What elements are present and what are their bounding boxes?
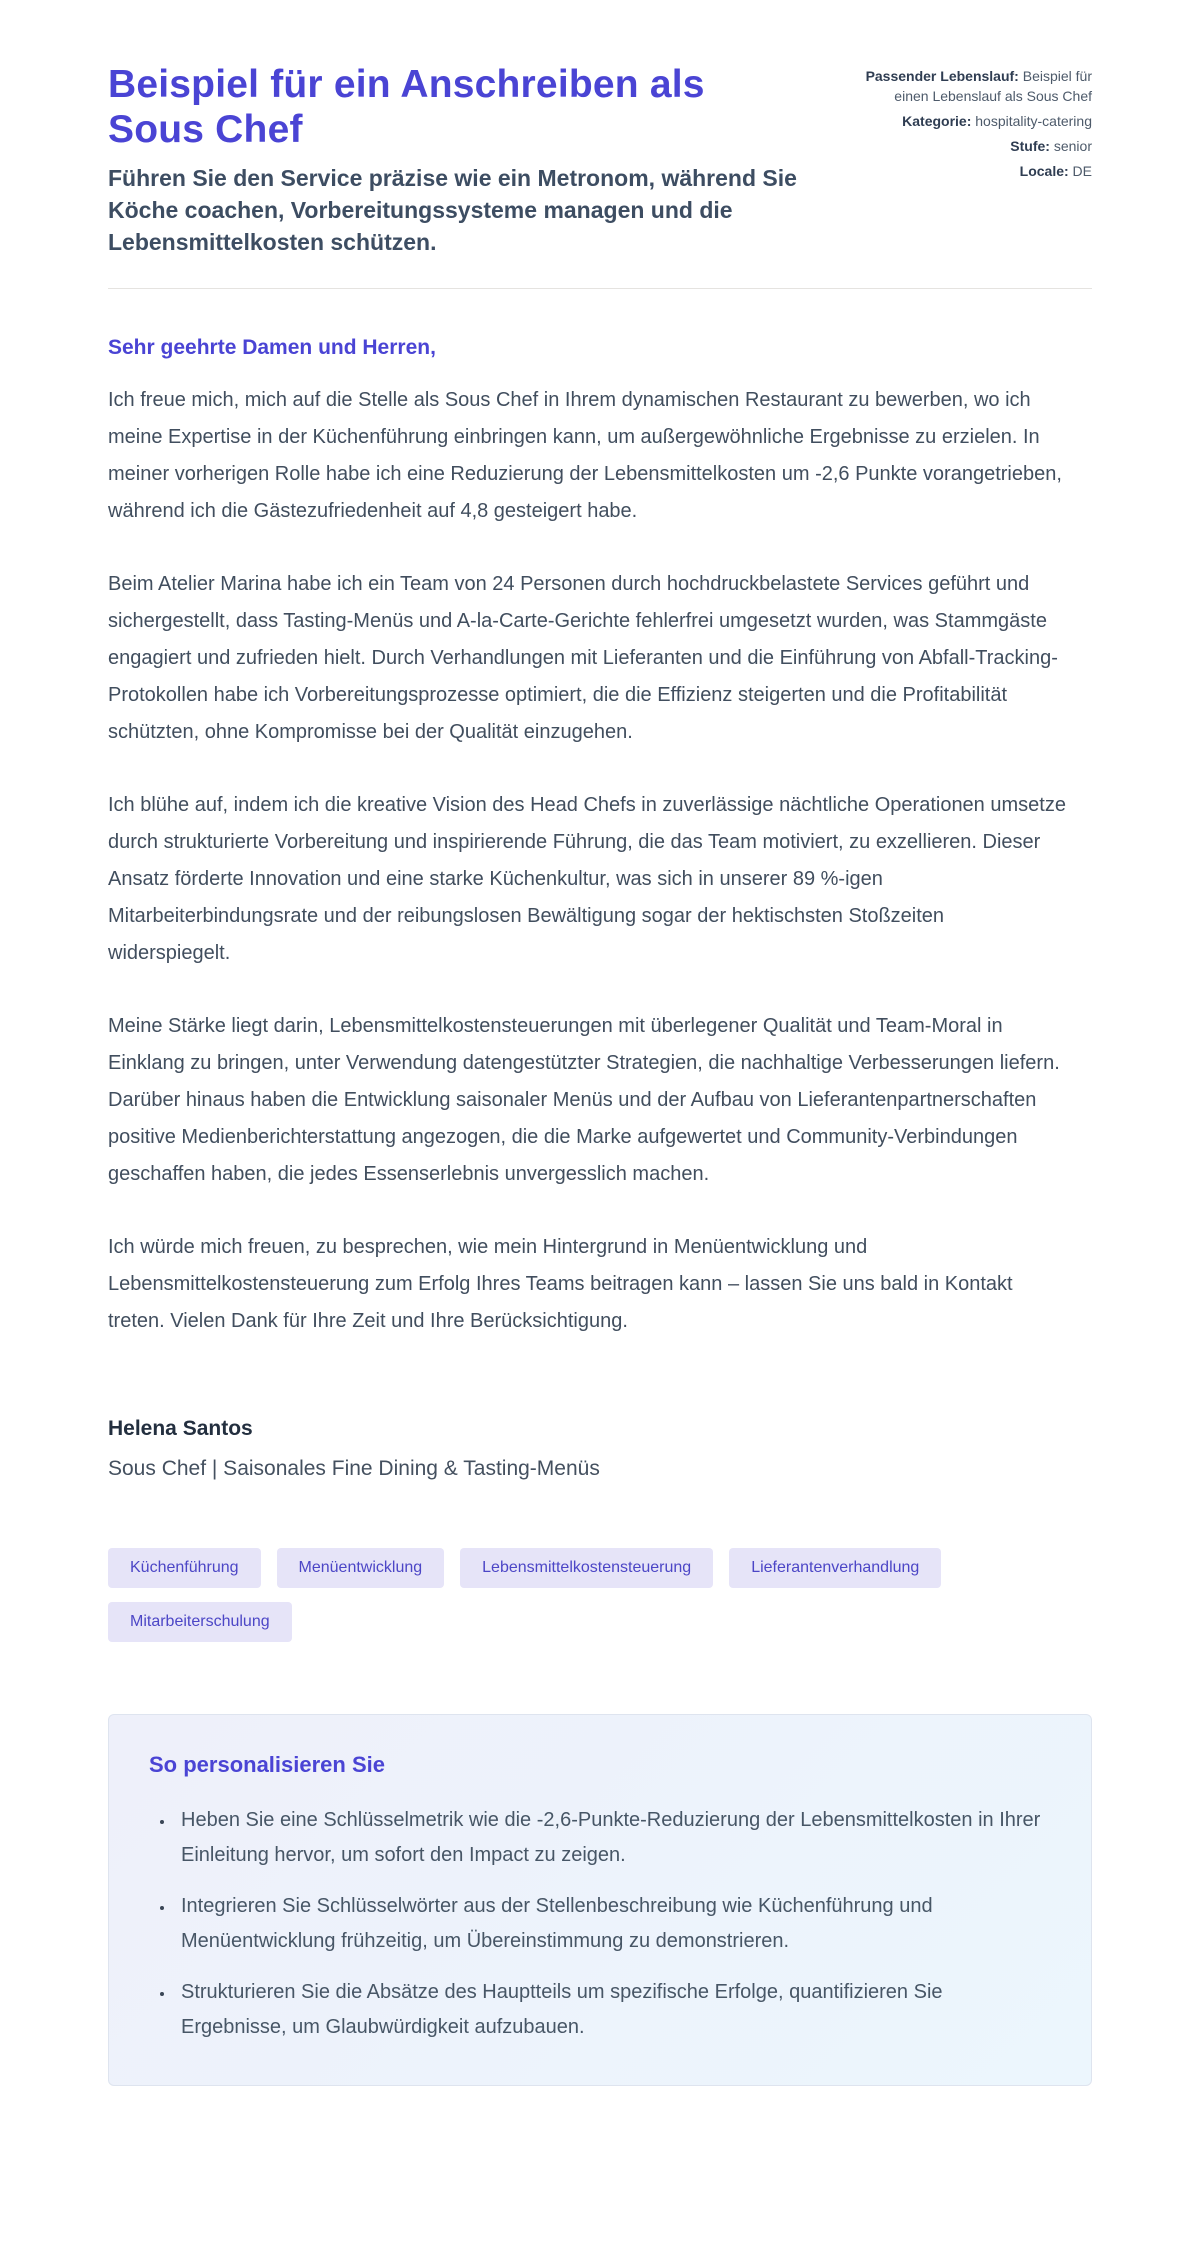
letter-paragraph: Beim Atelier Marina habe ich ein Team von 24 Personen durch hochdruckbelastete Services geführt und sichergestellt, dass Tasting-Menüs und A-la-Carte-Gerichte fehlerfrei umgesetzt wurden, was Stammgäste engagiert und zufrieden hielt. Durch Verhandlungen mit Lieferanten und die Einführung von Abfall-Tracking-Protokollen habe ich Vorbereitungsprozesse optimiert, die die Effizienz steigerten und die Profitabilität schützten, ohne Kompromisse bei der Qualität einzugehen. [108,573,1058,744]
meta-label: Kategorie: [902,113,972,129]
tips-heading: So personalisieren Sie [149,1752,385,1778]
meta-value: senior [1053,138,1092,154]
personalization-tips-box [108,1714,1092,2086]
letter-paragraphs [108,382,1092,1340]
skill-tag: Menüentwicklung [277,1548,445,1588]
cover-letter-page [108,0,1092,2156]
signature-role: Sous Chef | Saisonales Fine Dining & Tasting-Menüs [108,1457,600,1481]
meta-value: DE [1072,163,1092,179]
meta-value: hospitality-catering [975,113,1092,129]
letter-paragraph: Ich würde mich freuen, zu besprechen, wie mein Hintergrund in Menüentwicklung und Lebensmittelkostensteuerung zum Erfolg Ihres Teams beitragen kann – lassen Sie uns bald in Kontakt treten. Vielen Dank für Ihre Zeit und Ihre Berücksichtigung. [108,1236,1013,1333]
meta-label: Passender Lebenslauf: [865,68,1019,84]
meta-label: Locale: [1019,163,1069,179]
letter-paragraph: Ich blühe auf, indem ich die kreative Vision des Head Chefs in zuverlässige nächtliche Operationen umsetze durch strukturierte Vorbereitung und inspirierende Führung, die das Team motiviert, zu exzellieren. Dieser Ansatz förderte Innovation und eine starke Küchenkultur, was sich in unserer 89 %-igen Mitarbeiterbindungsrate und der reibungslosen Bewältigung sogar der hektischsten Stoßzeiten widerspiegelt. [108,794,1066,965]
letter-paragraph: Ich freue mich, mich auf die Stelle als Sous Chef in Ihrem dynamischen Restaurant zu bewerben, wo ich meine Expertise in der Küchenführung einbringen kann, um außergewöhnliche Ergebnisse zu erzielen. In meiner vorherigen Rolle habe ich eine Reduzierung der Lebensmittelkosten um -2,6 Punkte vorangetrieben, während ich die Gästezufriedenheit auf 4,8 gesteigert habe. [108,389,1062,523]
tip-item: • Strukturieren Sie die Absätze des Hauptteils um spezifische Erfolge, quantifizieren Sie Ergebnisse, um Glaubwürdigkeit aufzubauen. [175,1975,1051,2045]
meta-value: Beispiel für einen Lebenslauf als Sous Chef [894,68,1092,104]
greeting: Sehr geehrte Damen und Herren, [108,336,436,360]
meta-row [840,66,1092,106]
tips-list [149,1803,1051,2045]
header-main [108,62,804,258]
header [108,62,1092,258]
skill-tag: Lieferantenverhandlung [729,1548,941,1588]
meta-label: Stufe: [1010,138,1050,154]
letter-body [108,334,1092,2086]
header-divider [108,288,1092,289]
page-subtitle: Führen Sie den Service präzise wie ein Metronom, während Sie Köche coachen, Vorbereitungssysteme managen und die Lebensmittelkosten schützen. [108,165,797,256]
skill-tag: Mitarbeiterschulung [108,1602,292,1642]
meta-panel [840,62,1092,186]
skill-tag: Küchenführung [108,1548,261,1588]
letter-paragraph: Meine Stärke liegt darin, Lebensmittelkostensteuerungen mit überlegener Qualität und Team-Moral in Einklang zu bringen, unter Verwendung datengestützter Strategien, die nachhaltige Verbesserungen liefern. Darüber hinaus haben die Entwicklung saisonaler Menüs und der Aufbau von Lieferantenpartnerschaften positive Medienberichterstattung angezogen, die die Marke aufgewertet und Community-Verbindungen geschaffen haben, die jedes Essenserlebnis unvergesslich machen. [108,1015,1060,1186]
page-title: Beispiel für ein Anschreiben als Sous Chef [108,63,705,152]
meta-row [840,161,1092,181]
meta-row [840,136,1092,156]
tip-item: • Integrieren Sie Schlüsselwörter aus der Stellenbeschreibung wie Küchenführung und Menüentwicklung frühzeitig, um Übereinstimmung zu demonstrieren. [175,1889,1051,1959]
signature-name: Helena Santos [108,1417,253,1441]
meta-row [840,111,1092,131]
skill-tags [108,1548,1092,1642]
tip-item: • Heben Sie eine Schlüsselmetrik wie die -2,6-Punkte-Reduzierung der Lebensmittelkosten in Ihrer Einleitung hervor, um sofort den Impact zu zeigen. [175,1803,1051,1873]
skill-tag: Lebensmittelkostensteuerung [460,1548,713,1588]
